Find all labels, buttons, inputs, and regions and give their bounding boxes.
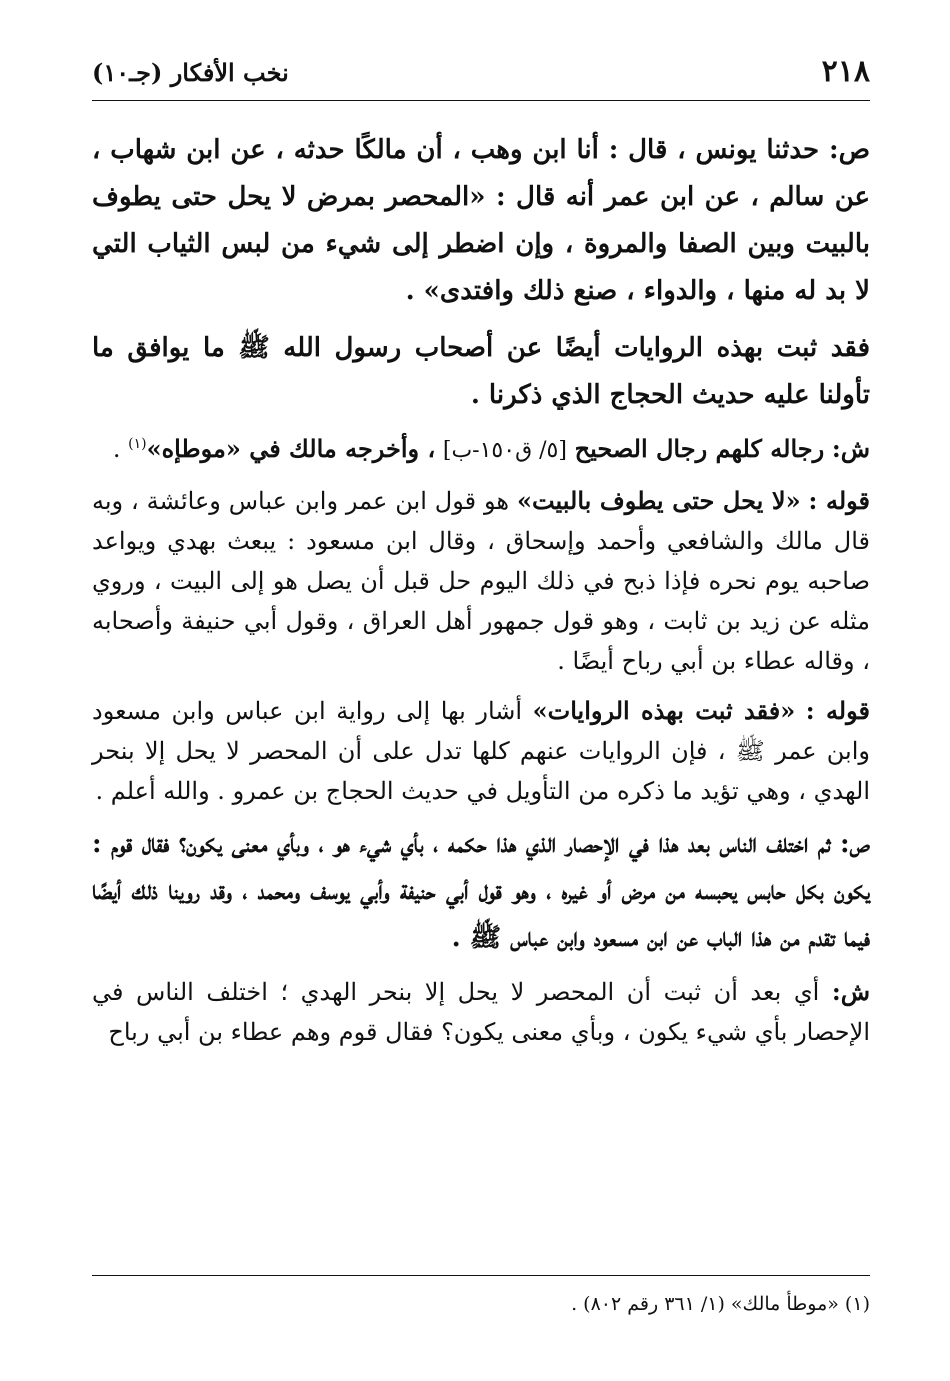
running-header (92, 48, 870, 101)
book-title: نخب الأفكار (جـ١٠) (92, 58, 289, 87)
paragraph-matn-3 (92, 821, 870, 962)
paragraph-lead: ش: (831, 977, 870, 1006)
page (92, 48, 870, 1062)
paragraph-lead: قوله : (805, 696, 870, 725)
paragraph-text: حدثنا يونس ، قال : أنا ابن وهب ، أن مالكًا حدثه ، عن ابن شهاب ، عن سالم ، عن ابن عمر أنه قال : «المحصر بمرض لا يحل حتى يطوف بالبيت وبين الصفا والمروة ، وإن اضطر إلى شيء من لبس الثياب التي لا بد له منها ، والدواء ، صنع ذلك وافتدى» . (92, 135, 871, 306)
paragraph-matn-1 (92, 127, 870, 315)
paragraph-text: أي بعد أن ثبت أن المحصر لا يحل إلا بنحر الهدي ؛ اختلف الناس في الإحصار بأي شيء يكون ، وبأي معنى يكون؟ فقال قوم وهم عطاء بن أبي رباح (92, 978, 870, 1046)
paragraph-sharh-4 (92, 972, 870, 1052)
footnote-separator (92, 1275, 870, 1276)
quoted-phrase: «فقد ثبت بهذه الروايات» (532, 696, 796, 725)
paragraph-lead: ص: (840, 829, 870, 859)
paragraph-end: . (112, 435, 121, 463)
paragraph-text: رجاله كلهم رجال الصحيح (574, 434, 825, 463)
paragraph-text: ثم اختلف الناس بعد هذا في الإحصار الذي هذا حكمه ، بأي شيء هو ، وبأي معنى يكون؟ فقال قوم : يكون بكل حابس يحبسه من مرض أو غيره ، وهو قول أبي حنيفة وأبي يوسف ومحمد ، وقد روينا ذلك أيضًا فيما تقدم من هذا الباب عن ابن مسعود وابن عباس ﷺ . (92, 829, 870, 953)
paragraph-sharh-1 (92, 429, 870, 471)
body-text (92, 127, 870, 1052)
paragraph-text-2: ، وأخرجه مالك في «موطإه» (146, 434, 436, 463)
quoted-phrase: «لا يحل حتى يطوف بالبيت» (516, 486, 801, 515)
paragraph-lead: ص: (828, 135, 870, 165)
paragraph-lead: ش: (831, 434, 870, 463)
footnote-ref: (١) (128, 436, 147, 452)
paragraph-matn-2 (92, 325, 870, 419)
paragraph-lead: قوله : (808, 486, 871, 515)
manuscript-folio-ref: [٥/ ق١٥٠-ب] (442, 438, 567, 463)
paragraph-text: فقد ثبت بهذه الروايات أيضًا عن أصحاب رسول الله ﷺ ما يوافق ما تأولنا عليه حديث الحجاج الذي ذكرنا . (92, 333, 870, 410)
page-number: ٢١٨ (821, 54, 870, 89)
paragraph-sharh-2 (92, 481, 870, 681)
footnote: (١) «موطأ مالك» (١/ ٣٦١ رقم ٨٠٢) . (571, 1293, 870, 1315)
paragraph-text: أشار بها إلى رواية ابن عباس وابن مسعود وابن عمر ﷺ ، فإن الروايات عنهم كلها تدل على أن المحصر لا يحل إلا بنحر الهدي ، وهي تؤيد ما ذكره من التأويل في حديث الحجاج بن عمرو . والله أعلم . (92, 697, 870, 805)
paragraph-text: هو قول ابن عمر وابن عباس وعائشة ، وبه قال مالك والشافعي وأحمد وإسحاق ، وقال ابن مسعود : يبعث بهدي ويواعد صاحبه يوم نحره فإذا ذبح في ذلك اليوم حل قبل أن يصل هو إلى البيت ، وروي مثله عن زيد بن ثابت ، وهو قول جمهور أهل العراق ، وقول أبي حنيفة وأصحابه ، وقاله عطاء بن أبي رباح أيضًا . (92, 487, 870, 675)
paragraph-sharh-3 (92, 691, 870, 811)
